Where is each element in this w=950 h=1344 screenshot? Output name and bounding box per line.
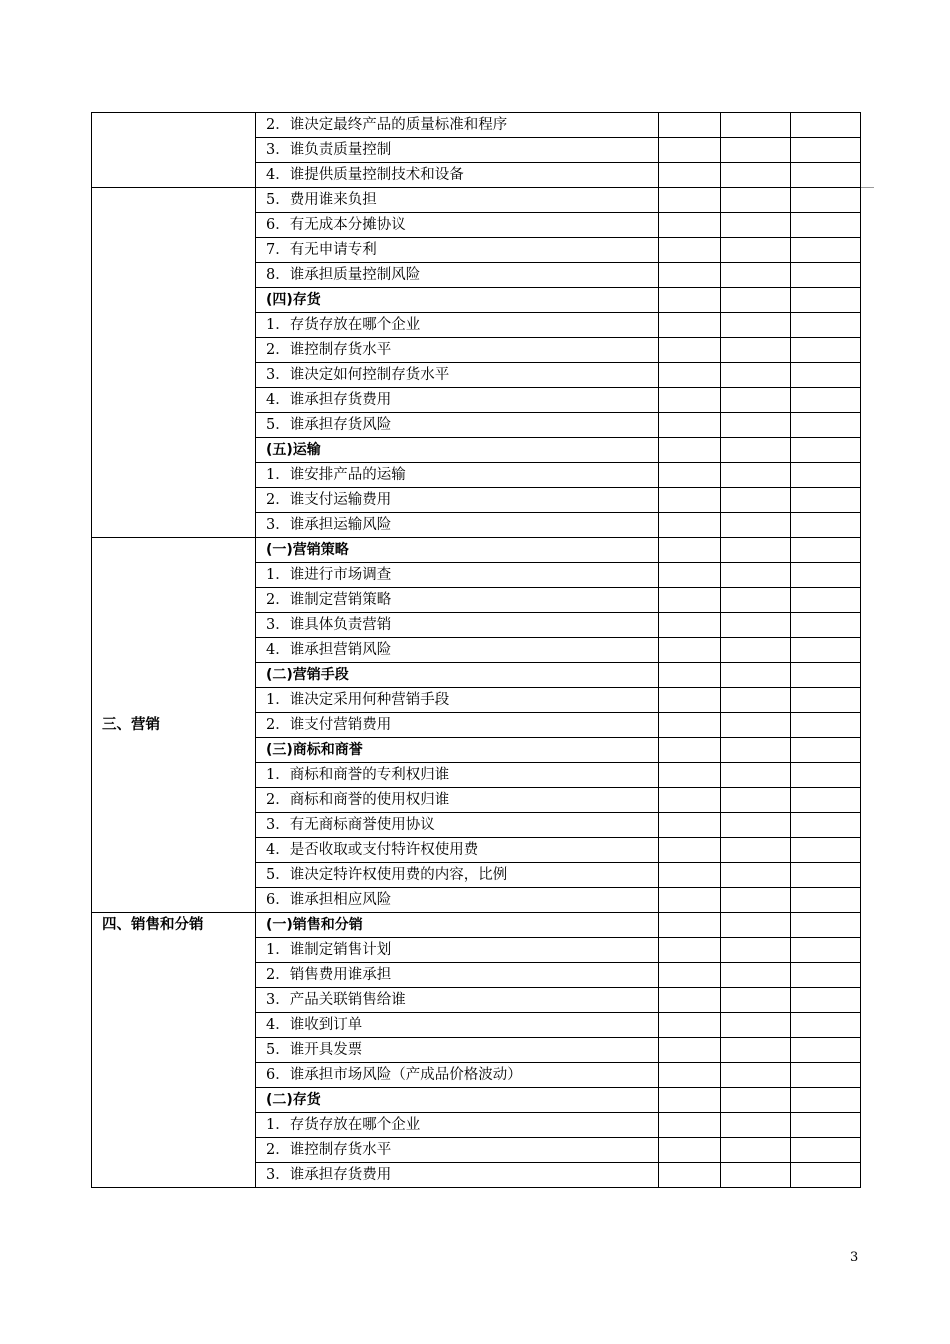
answer-cell[interactable] (659, 963, 721, 988)
answer-cell[interactable] (721, 1038, 791, 1063)
category-cell (92, 188, 256, 538)
question-item: 4．是否收取或支付特许权使用费 (256, 838, 659, 863)
answer-cell[interactable] (791, 888, 861, 913)
question-item: 3．产品关联销售给谁 (256, 988, 659, 1013)
answer-cell[interactable] (659, 338, 721, 363)
answer-cell[interactable] (791, 488, 861, 513)
answer-cell[interactable] (791, 113, 861, 138)
answer-cell[interactable] (659, 313, 721, 338)
answer-cell[interactable] (791, 363, 861, 388)
question-item: 1．谁进行市场调查 (256, 563, 659, 588)
answer-cell[interactable] (659, 363, 721, 388)
answer-cell[interactable] (721, 838, 791, 863)
answer-cell[interactable] (721, 313, 791, 338)
answer-cell[interactable] (659, 388, 721, 413)
answer-cell[interactable] (791, 788, 861, 813)
category-cell: 三、营销 (92, 538, 256, 913)
answer-cell[interactable] (791, 338, 861, 363)
table-body (92, 113, 861, 1188)
answer-cell[interactable] (791, 163, 861, 188)
answer-cell[interactable] (721, 463, 791, 488)
question-item: 6．谁承担相应风险 (256, 888, 659, 913)
answer-cell[interactable] (791, 563, 861, 588)
question-item: 3．谁承担存货费用 (256, 1163, 659, 1188)
answer-cell[interactable] (791, 688, 861, 713)
answer-cell[interactable] (659, 463, 721, 488)
answer-cell[interactable] (791, 838, 861, 863)
answer-cell[interactable] (659, 563, 721, 588)
answer-cell[interactable] (791, 638, 861, 663)
answer-cell[interactable] (659, 888, 721, 913)
answer-cell[interactable] (659, 913, 721, 938)
answer-cell[interactable] (721, 1113, 791, 1138)
answer-cell[interactable] (659, 288, 721, 313)
question-item: 6．有无成本分摊协议 (256, 213, 659, 238)
answer-cell[interactable] (791, 913, 861, 938)
answer-cell[interactable] (791, 713, 861, 738)
answer-cell[interactable] (791, 738, 861, 763)
answer-cell[interactable] (721, 413, 791, 438)
answer-cell[interactable] (659, 188, 721, 213)
answer-cell[interactable] (659, 138, 721, 163)
question-item: 3．有无商标商誉使用协议 (256, 813, 659, 838)
question-item: 1．存货存放在哪个企业 (256, 1113, 659, 1138)
answer-cell[interactable] (659, 688, 721, 713)
answer-cell[interactable] (791, 1038, 861, 1063)
category-cell: 四、销售和分销 (92, 913, 256, 1188)
answer-cell[interactable] (721, 813, 791, 838)
answer-cell[interactable] (721, 1163, 791, 1188)
question-item: 4．谁提供质量控制技术和设备 (256, 163, 659, 188)
question-item: 2．谁控制存货水平 (256, 338, 659, 363)
answer-cell[interactable] (791, 288, 861, 313)
answer-cell[interactable] (791, 1013, 861, 1038)
answer-cell[interactable] (721, 388, 791, 413)
answer-cell[interactable] (721, 763, 791, 788)
answer-cell[interactable] (659, 263, 721, 288)
answer-cell[interactable] (659, 1163, 721, 1188)
answer-cell[interactable] (659, 838, 721, 863)
answer-cell[interactable] (721, 288, 791, 313)
answer-cell[interactable] (721, 988, 791, 1013)
answer-cell[interactable] (721, 1088, 791, 1113)
answer-cell[interactable] (659, 1138, 721, 1163)
question-item: 2．谁决定最终产品的质量标准和程序 (256, 113, 659, 138)
answer-cell[interactable] (791, 1088, 861, 1113)
answer-cell[interactable] (721, 338, 791, 363)
question-item: 4．谁承担存货费用 (256, 388, 659, 413)
answer-cell[interactable] (721, 488, 791, 513)
answer-cell[interactable] (659, 938, 721, 963)
answer-cell[interactable] (721, 538, 791, 563)
question-item: 2．销售费用谁承担 (256, 963, 659, 988)
answer-cell[interactable] (721, 138, 791, 163)
answer-cell[interactable] (721, 738, 791, 763)
question-item: 7．有无申请专利 (256, 238, 659, 263)
answer-cell[interactable] (791, 313, 861, 338)
answer-cell[interactable] (659, 638, 721, 663)
answer-cell[interactable] (659, 438, 721, 463)
answer-cell[interactable] (791, 263, 861, 288)
answer-cell[interactable] (791, 988, 861, 1013)
category-cell (92, 113, 256, 188)
question-item: 2．商标和商誉的使用权归谁 (256, 788, 659, 813)
question-item: 3．谁承担运输风险 (256, 513, 659, 538)
answer-cell[interactable] (791, 513, 861, 538)
answer-cell[interactable] (791, 938, 861, 963)
answer-cell[interactable] (659, 213, 721, 238)
answer-cell[interactable] (721, 713, 791, 738)
question-item: 5．谁决定特许权使用费的内容，比例 (256, 863, 659, 888)
answer-cell[interactable] (659, 538, 721, 563)
answer-cell[interactable] (721, 563, 791, 588)
answer-cell[interactable] (721, 213, 791, 238)
answer-cell[interactable] (791, 863, 861, 888)
answer-cell[interactable] (721, 513, 791, 538)
answer-cell[interactable] (791, 438, 861, 463)
answer-cell[interactable] (659, 738, 721, 763)
answer-cell[interactable] (791, 1063, 861, 1088)
subsection-heading: (一)营销策略 (256, 538, 659, 563)
answer-cell[interactable] (659, 1013, 721, 1038)
subsection-heading: (五)运输 (256, 438, 659, 463)
answer-cell[interactable] (791, 463, 861, 488)
answer-cell[interactable] (721, 1063, 791, 1088)
answer-cell[interactable] (659, 813, 721, 838)
question-item: 1．谁制定销售计划 (256, 938, 659, 963)
answer-cell[interactable] (659, 113, 721, 138)
answer-cell[interactable] (659, 1038, 721, 1063)
page-number: 3 (850, 1250, 859, 1265)
answer-cell[interactable] (659, 763, 721, 788)
question-item: 2．谁制定营销策略 (256, 588, 659, 613)
question-item: 1．谁决定采用何种营销手段 (256, 688, 659, 713)
answer-cell[interactable] (721, 113, 791, 138)
answer-cell[interactable] (791, 188, 861, 213)
answer-cell[interactable] (791, 588, 861, 613)
answer-cell[interactable] (791, 388, 861, 413)
answer-cell[interactable] (721, 438, 791, 463)
table-row (92, 188, 861, 213)
answer-cell[interactable] (659, 163, 721, 188)
answer-cell[interactable] (791, 413, 861, 438)
answer-cell[interactable] (659, 588, 721, 613)
subsection-heading: (一)销售和分销 (256, 913, 659, 938)
question-item: 2．谁控制存货水平 (256, 1138, 659, 1163)
question-item: 5．费用谁来负担 (256, 188, 659, 213)
subsection-heading: (二)存货 (256, 1088, 659, 1113)
stray-rule (860, 187, 874, 188)
answer-cell[interactable] (659, 1063, 721, 1088)
answer-cell[interactable] (791, 1113, 861, 1138)
question-item: 3．谁负责质量控制 (256, 138, 659, 163)
answer-cell[interactable] (659, 988, 721, 1013)
table-row (92, 913, 861, 938)
answer-cell[interactable] (721, 163, 791, 188)
answer-cell[interactable] (791, 963, 861, 988)
answer-cell[interactable] (721, 663, 791, 688)
answer-cell[interactable] (791, 138, 861, 163)
question-item: 2．谁支付运输费用 (256, 488, 659, 513)
answer-cell[interactable] (791, 663, 861, 688)
question-item: 3．谁具体负责营销 (256, 613, 659, 638)
subsection-heading: (二)营销手段 (256, 663, 659, 688)
answer-cell[interactable] (659, 413, 721, 438)
question-item: 8．谁承担质量控制风险 (256, 263, 659, 288)
subsection-heading: (四)存货 (256, 288, 659, 313)
answer-cell[interactable] (659, 238, 721, 263)
table-row (92, 113, 861, 138)
answer-cell[interactable] (659, 863, 721, 888)
answer-cell[interactable] (659, 613, 721, 638)
question-item: 4．谁承担营销风险 (256, 638, 659, 663)
answer-cell[interactable] (791, 1138, 861, 1163)
answer-cell[interactable] (721, 613, 791, 638)
answer-cell[interactable] (721, 363, 791, 388)
answer-cell[interactable] (791, 538, 861, 563)
answer-cell[interactable] (721, 1138, 791, 1163)
question-item: 4．谁收到订单 (256, 1013, 659, 1038)
answer-cell[interactable] (721, 963, 791, 988)
answer-cell[interactable] (721, 938, 791, 963)
answer-cell[interactable] (659, 713, 721, 738)
answer-cell[interactable] (721, 263, 791, 288)
answer-cell[interactable] (659, 1113, 721, 1138)
answer-cell[interactable] (721, 188, 791, 213)
table-row (92, 538, 861, 563)
answer-cell[interactable] (659, 1088, 721, 1113)
answer-cell[interactable] (791, 813, 861, 838)
answer-cell[interactable] (659, 513, 721, 538)
answer-cell[interactable] (721, 638, 791, 663)
answer-cell[interactable] (659, 488, 721, 513)
question-item: 1．商标和商誉的专利权归谁 (256, 763, 659, 788)
question-item: 5．谁承担存货风险 (256, 413, 659, 438)
question-item: 3．谁决定如何控制存货水平 (256, 363, 659, 388)
answer-cell[interactable] (791, 1163, 861, 1188)
answer-cell[interactable] (721, 863, 791, 888)
question-item: 1．存货存放在哪个企业 (256, 313, 659, 338)
answer-cell[interactable] (791, 763, 861, 788)
answer-cell[interactable] (721, 913, 791, 938)
question-item: 2．谁支付营销费用 (256, 713, 659, 738)
answer-cell[interactable] (721, 688, 791, 713)
answer-cell[interactable] (721, 1013, 791, 1038)
question-item: 6．谁承担市场风险（产成品价格波动） (256, 1063, 659, 1088)
answer-cell[interactable] (659, 788, 721, 813)
subsection-heading: (三)商标和商誉 (256, 738, 659, 763)
question-item: 5．谁开具发票 (256, 1038, 659, 1063)
answer-cell[interactable] (791, 213, 861, 238)
answer-cell[interactable] (721, 588, 791, 613)
answer-cell[interactable] (791, 613, 861, 638)
question-item: 1．谁安排产品的运输 (256, 463, 659, 488)
functional-analysis-table (91, 112, 861, 1188)
answer-cell[interactable] (791, 238, 861, 263)
answer-cell[interactable] (721, 238, 791, 263)
answer-cell[interactable] (659, 663, 721, 688)
answer-cell[interactable] (721, 788, 791, 813)
answer-cell[interactable] (721, 888, 791, 913)
